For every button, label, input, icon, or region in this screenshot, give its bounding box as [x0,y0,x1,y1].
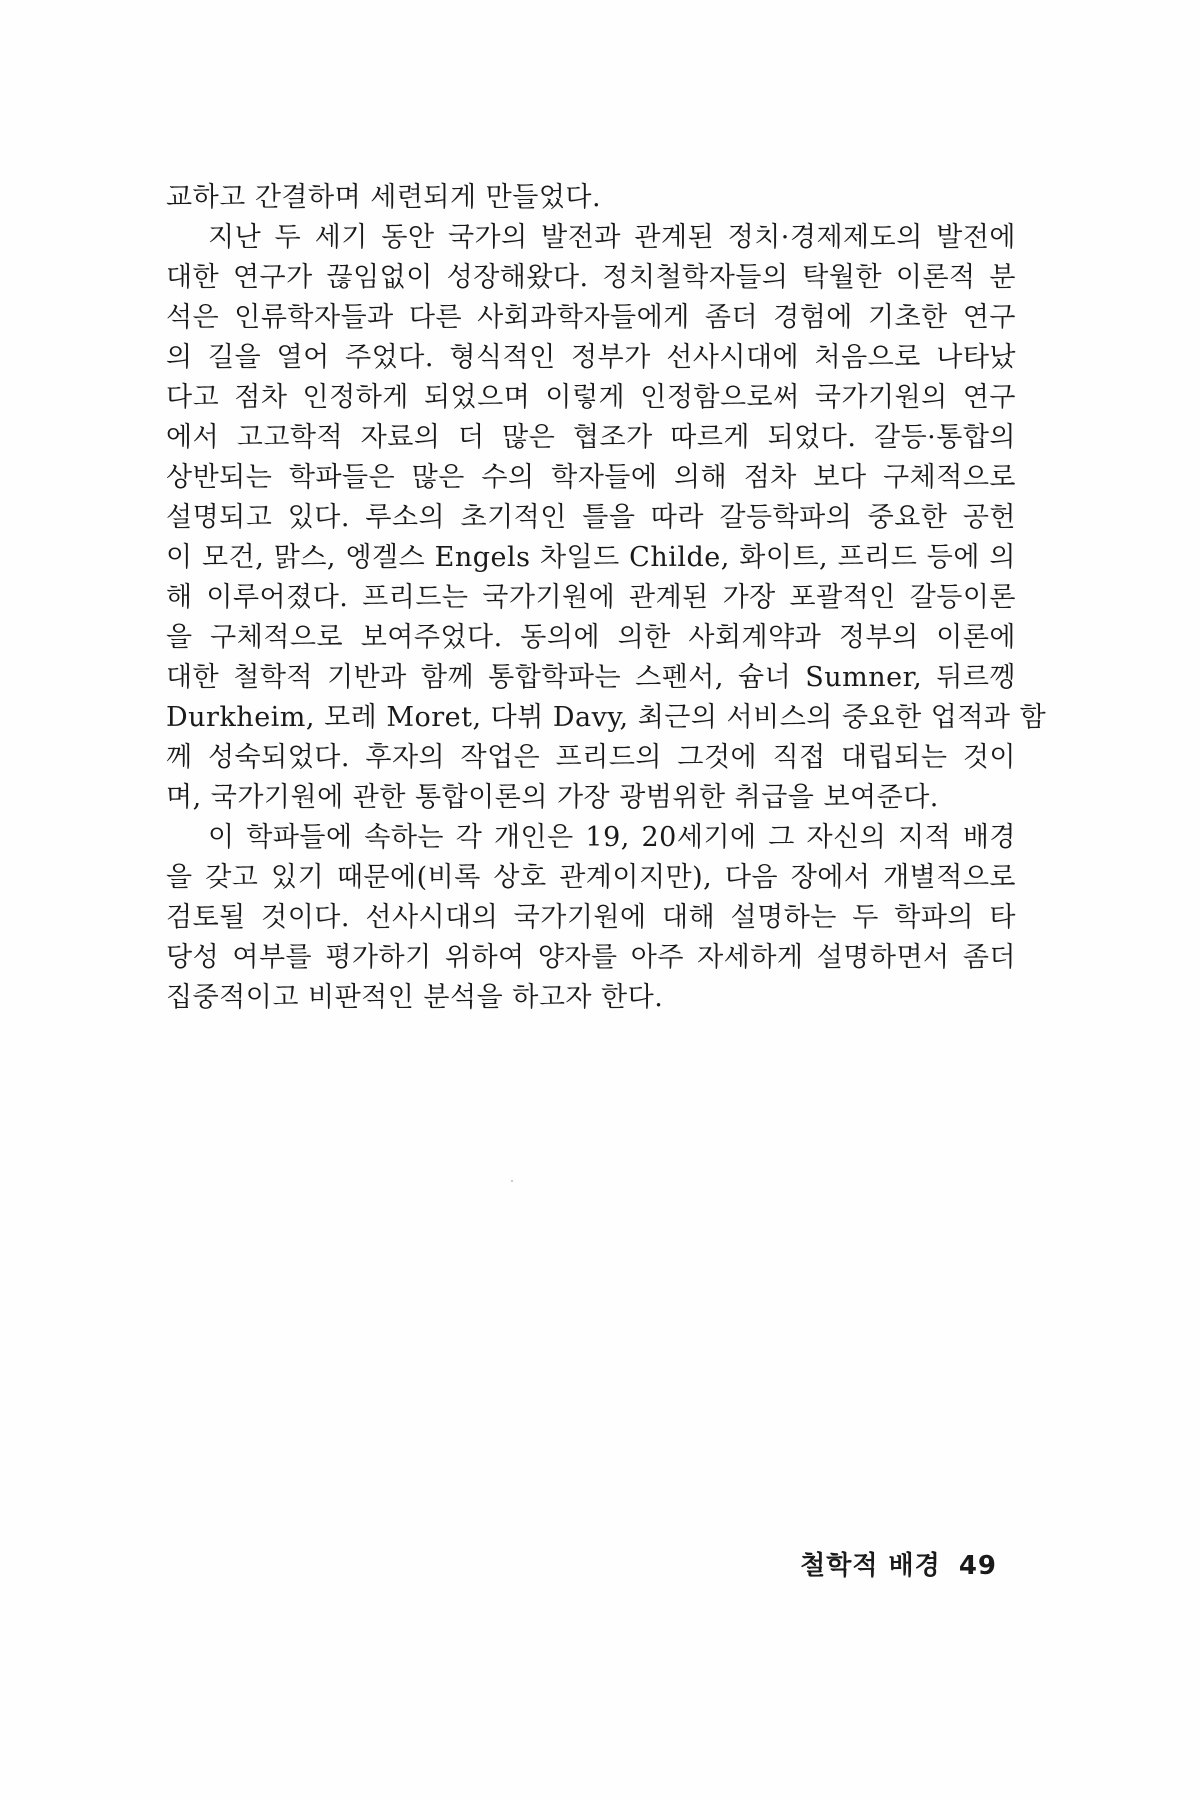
text-line: 해 이루어졌다. 프리드는 국가기원에 관계된 가장 포괄적인 갈등이론 [166,582,1016,613]
text-line: 교하고 간결하며 세련되게 만들었다. [166,182,602,213]
body-text [166,178,1047,1018]
text-line: 석은 인류학자들과 다른 사회과학자들에게 좀더 경험에 기초한 연구 [166,302,1016,333]
page-number: 49 [958,1551,997,1581]
page-footer [800,1545,997,1582]
text-line: 대한 철학적 기반과 함께 통합학파는 스펜서, 슘너 Sumner, 뒤르껭 [166,662,1016,693]
paper-speck [511,1180,513,1182]
text-line: 설명되고 있다. 루소의 초기적인 틀을 따라 갈등학파의 중요한 공헌 [166,502,1016,533]
text-line: 지난 두 세기 동안 국가의 발전과 관계된 정치·경제제도의 발전에 [208,222,1016,253]
text-line: 대한 연구가 끊임없이 성장해왔다. 정치철학자들의 탁월한 이론적 분 [166,262,1016,293]
text-line: 이 학파들에 속하는 각 개인은 19, 20세기에 그 자신의 지적 배경 [208,822,1016,853]
text-line: 당성 여부를 평가하기 위하여 양자를 아주 자세하게 설명하면서 좀더 [166,942,1016,973]
text-line: 의 길을 열어 주었다. 형식적인 정부가 선사시대에 처음으로 나타났 [166,342,1016,373]
text-line: 을 갖고 있기 때문에(비록 상호 관계이지만), 다음 장에서 개별적으로 [166,862,1016,893]
text-line: 상반되는 학파들은 많은 수의 학자들에 의해 점차 보다 구체적으로 [166,462,1016,493]
text-line: 을 구체적으로 보여주었다. 동의에 의한 사회계약과 정부의 이론에 [166,622,1016,653]
text-line: Durkheim, 모레 Moret, 다뷔 Davy, 최근의 서비스의 중요한 업적과 함 [166,702,1047,733]
text-line: 이 모건, 맑스, 엥겔스 Engels 차일드 Childe, 화이트, 프리드 등에 의 [166,542,1016,573]
text-line: 며, 국가기원에 관한 통합이론의 가장 광범위한 취급을 보여준다. [166,782,939,813]
text-line: 다고 점차 인정하게 되었으며 이렇게 인정함으로써 국가기원의 연구 [166,382,1016,413]
text-line: 에서 고고학적 자료의 더 많은 협조가 따르게 되었다. 갈등·통합의 [166,422,1016,453]
running-head: 철학적 배경 [800,1551,941,1581]
text-line: 검토될 것이다. 선사시대의 국가기원에 대해 설명하는 두 학파의 타 [166,902,1016,933]
text-line: 집중적이고 비판적인 분석을 하고자 한다. [166,982,664,1013]
text-line: 께 성숙되었다. 후자의 작업은 프리드의 그것에 직접 대립되는 것이 [166,742,1016,773]
